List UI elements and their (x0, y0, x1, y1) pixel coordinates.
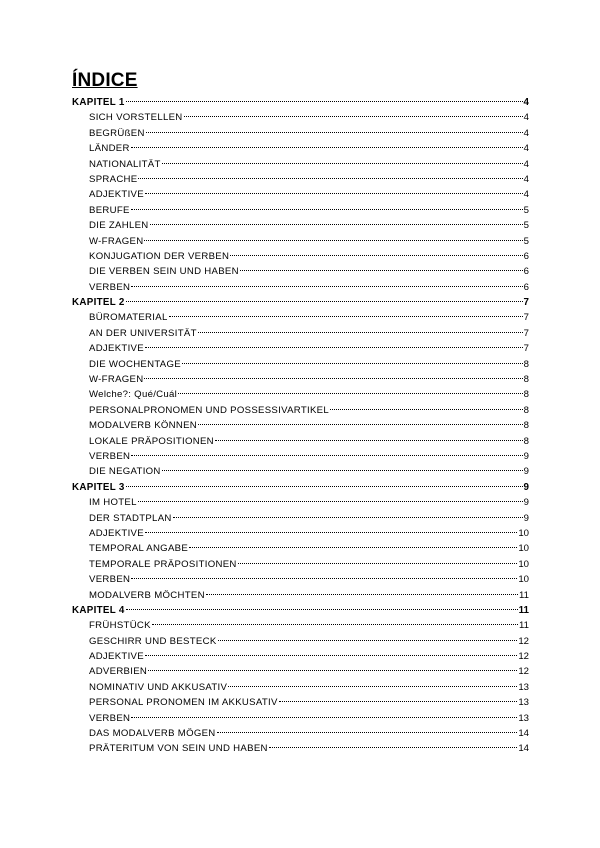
toc-entry[interactable] (72, 341, 529, 356)
toc-entry-label: PERSONAL PRONOMEN IM AKKUSATIV (89, 697, 278, 709)
toc-entry-label: MODALVERB KÖNNEN (89, 420, 198, 432)
toc-entry[interactable] (72, 326, 529, 341)
toc-entry-page-number: 9 (523, 450, 529, 462)
dot-leader (162, 162, 523, 164)
toc-entry-label: MODALVERB MÖCHTEN (89, 589, 205, 601)
toc-entry[interactable] (72, 234, 529, 249)
toc-entry[interactable] (72, 649, 529, 664)
dot-leader (144, 239, 522, 241)
toc-entry-page-number: 8 (523, 374, 529, 386)
dot-leader (189, 546, 517, 548)
toc-entry-label: DIE ZAHLEN (89, 220, 149, 232)
toc-entry[interactable] (72, 464, 529, 479)
toc-entry-label: ADJEKTIVE (89, 343, 144, 355)
toc-entry-page-number: 10 (518, 574, 529, 586)
toc-entry-label: PRÄTERITUM VON SEIN UND HABEN (89, 743, 268, 755)
dot-leader (126, 100, 523, 102)
toc-entry-label: AN DER UNIVERSITÄT (89, 327, 197, 339)
toc-chapter-entry[interactable] (72, 480, 529, 495)
toc-entry-label: KONJUGATION DER VERBEN (89, 250, 230, 262)
toc-entry-page-number: 6 (523, 281, 529, 293)
toc-entry-label: Welche?: Qué/Cuál (89, 389, 178, 401)
toc-entry-page-number: 7 (523, 312, 529, 324)
toc-entry-label: DIE VERBEN SEIN UND HABEN (89, 266, 239, 278)
dot-leader (126, 300, 523, 302)
dot-leader (330, 408, 523, 410)
toc-entry[interactable] (72, 357, 529, 372)
toc-entry-label: DIE WOCHENTAGE (89, 358, 181, 370)
toc-entry-page-number: 4 (523, 173, 529, 185)
dot-leader (131, 716, 517, 718)
toc-entry-page-number: 4 (523, 158, 529, 170)
toc-entry[interactable] (72, 218, 529, 233)
toc-entry-page-number: 8 (523, 358, 529, 370)
toc-entry-page-number: 11 (519, 589, 529, 601)
toc-entry-label: DER STADTPLAN (89, 512, 172, 524)
dot-leader (218, 639, 518, 641)
dot-leader (144, 377, 522, 379)
toc-entry-label: VERBEN (89, 281, 131, 293)
toc-entry[interactable] (72, 572, 529, 587)
toc-entry-page-number: 10 (518, 527, 529, 539)
toc-entry-label: ADJEKTIVE (89, 527, 144, 539)
toc-entry[interactable] (72, 449, 529, 464)
dot-leader (238, 562, 518, 564)
dot-leader (279, 700, 518, 702)
toc-entry-label: VERBEN (89, 712, 131, 724)
toc-entry-label: PERSONALPRONOMEN UND POSSESSIVARTIKEL (89, 404, 329, 416)
dot-leader (131, 285, 522, 287)
toc-entry[interactable] (72, 387, 529, 402)
toc-entry-label: KAPITEL 4 (72, 604, 125, 616)
toc-entry[interactable] (72, 280, 529, 295)
toc-entry-label: KAPITEL 1 (72, 97, 125, 108)
toc-entry-label: ADJEKTIVE (89, 189, 144, 201)
toc-entry-page-number: 4 (523, 143, 529, 155)
toc-entry[interactable] (72, 110, 529, 125)
toc-entry-label: BEGRÜßEN (89, 127, 145, 139)
dot-leader (145, 654, 517, 656)
toc-entry[interactable] (72, 372, 529, 387)
dot-leader (131, 454, 522, 456)
toc-entry[interactable] (72, 495, 529, 510)
dot-leader (138, 500, 523, 502)
toc-entry-page-number: 10 (518, 543, 529, 555)
dot-leader (126, 485, 523, 487)
toc-entry-page-number: 5 (523, 220, 529, 232)
toc-entry-label: KAPITEL 3 (72, 481, 125, 493)
toc-entry-label: FRÜHSTÜCK (89, 620, 151, 632)
toc-chapter-entry[interactable] (72, 295, 529, 310)
page-title: ÍNDICE (72, 70, 138, 91)
dot-leader (173, 516, 523, 518)
dot-leader (169, 315, 523, 317)
dot-leader (138, 177, 522, 179)
toc-entry[interactable] (72, 741, 529, 756)
toc-entry-label: SPRACHE (89, 173, 138, 185)
toc-entry-page-number: 6 (523, 266, 529, 278)
dot-leader (152, 623, 518, 625)
toc-entry-label: W-FRAGEN (89, 235, 144, 247)
toc-entry-label: BERUFE (89, 204, 130, 216)
toc-entry-label: TEMPORAL ANGABE (89, 543, 189, 555)
dot-leader (228, 685, 517, 687)
dot-leader (162, 469, 523, 471)
toc-entry[interactable] (72, 664, 529, 679)
toc-entry-page-number: 9 (523, 512, 529, 524)
toc-entry-page-number: 9 (523, 497, 529, 509)
toc-entry[interactable] (72, 126, 529, 141)
toc-entry[interactable] (72, 680, 529, 695)
toc-entry[interactable] (72, 172, 529, 187)
toc-entry-label: VERBEN (89, 574, 131, 586)
toc-entry-page-number: 7 (523, 343, 529, 355)
toc-entry-page-number: 12 (518, 666, 529, 678)
toc-entry-page-number: 12 (518, 651, 529, 663)
dot-leader (178, 392, 523, 394)
toc-entry-page-number: 8 (523, 404, 529, 416)
dot-leader (145, 192, 523, 194)
toc-entry-label: DAS MODALVERB MÖGEN (89, 728, 216, 740)
toc-entry-label: VERBEN (89, 450, 131, 462)
toc-entry-label: W-FRAGEN (89, 374, 144, 386)
toc-entry-page-number: 4 (523, 127, 529, 139)
toc-entry-page-number: 13 (518, 681, 529, 693)
dot-leader (230, 254, 522, 256)
toc-entry[interactable] (72, 157, 529, 172)
toc-entry-page-number: 7 (523, 327, 529, 339)
toc-chapter-entry[interactable] (72, 603, 529, 618)
dot-leader (206, 593, 518, 595)
toc-entry-page-number: 8 (523, 389, 529, 401)
dot-leader (217, 731, 518, 733)
dot-leader (184, 115, 523, 117)
toc-entry-label: ADJEKTIVE (89, 651, 144, 663)
toc-entry[interactable] (72, 187, 529, 202)
toc-entry-label: GESCHIRR UND BESTECK (89, 635, 217, 647)
dot-leader (269, 746, 518, 748)
table-of-contents (72, 95, 529, 757)
dot-leader (182, 362, 523, 364)
toc-entry-page-number: 8 (523, 435, 529, 447)
dot-leader (150, 223, 523, 225)
toc-entry-label: LÄNDER (89, 143, 130, 155)
toc-entry-page-number: 8 (523, 420, 529, 432)
toc-entry-page-number: 5 (523, 235, 529, 247)
toc-entry-page-number: 6 (523, 250, 529, 262)
toc-entry-label: DIE NEGATION (89, 466, 161, 478)
dot-leader (126, 608, 518, 610)
toc-entry[interactable] (72, 557, 529, 572)
toc-entry-label: TEMPORALE PRÄPOSITIONEN (89, 558, 237, 570)
toc-entry-label: NATIONALITÄT (89, 158, 161, 170)
toc-entry[interactable] (72, 634, 529, 649)
dot-leader (198, 423, 523, 425)
toc-entry[interactable] (72, 541, 529, 556)
toc-entry-page-number: 4 (523, 189, 529, 201)
toc-entry-label: IM HOTEL (89, 497, 137, 509)
toc-entry[interactable] (72, 249, 529, 264)
toc-entry-page-number: 5 (523, 204, 529, 216)
toc-entry-label: ADVERBIEN (89, 666, 148, 678)
dot-leader (145, 346, 523, 348)
toc-entry[interactable] (72, 695, 529, 710)
toc-entry-page-number: 12 (518, 635, 529, 647)
toc-entry-page-number: 10 (518, 558, 529, 570)
dot-leader (198, 331, 523, 333)
toc-entry-label: NOMINATIV UND AKKUSATIV (89, 681, 228, 693)
dot-leader (146, 131, 523, 133)
toc-entry-page-number: 4 (523, 112, 529, 124)
toc-entry-page-number: 11 (519, 620, 529, 632)
toc-entry-label: BÜROMATERIAL (89, 312, 168, 324)
dot-leader (145, 531, 517, 533)
toc-entry-page-number: 7 (523, 297, 529, 309)
toc-entry-page-number: 9 (523, 481, 529, 493)
toc-entry-page-number: 14 (518, 728, 529, 740)
toc-chapter-entry[interactable] (72, 95, 529, 110)
toc-entry-page-number: 13 (518, 697, 529, 709)
dot-leader (131, 208, 523, 210)
toc-entry[interactable] (72, 418, 529, 433)
dot-leader (215, 439, 523, 441)
toc-entry[interactable] (72, 711, 529, 726)
toc-entry-page-number: 11 (518, 604, 529, 616)
dot-leader (148, 669, 517, 671)
toc-entry-page-number: 9 (523, 466, 529, 478)
toc-entry[interactable] (72, 310, 529, 325)
toc-entry[interactable] (72, 618, 529, 633)
toc-entry-page-number: 14 (518, 743, 529, 755)
toc-entry[interactable] (72, 434, 529, 449)
toc-entry[interactable] (72, 203, 529, 218)
toc-entry-page-number: 13 (518, 712, 529, 724)
toc-entry-label: SICH VORSTELLEN (89, 112, 183, 124)
toc-entry-page-number: 4 (523, 97, 529, 108)
dot-leader (240, 269, 523, 271)
dot-leader (131, 577, 517, 579)
toc-entry[interactable] (72, 526, 529, 541)
toc-entry[interactable] (72, 264, 529, 279)
toc-entry-label: LOKALE PRÄPOSITIONEN (89, 435, 214, 447)
toc-entry[interactable] (72, 726, 529, 741)
toc-entry[interactable] (72, 403, 529, 418)
dot-leader (131, 146, 523, 148)
toc-entry[interactable] (72, 141, 529, 156)
toc-entry[interactable] (72, 511, 529, 526)
toc-entry[interactable] (72, 588, 529, 603)
toc-entry-label: KAPITEL 2 (72, 297, 125, 309)
